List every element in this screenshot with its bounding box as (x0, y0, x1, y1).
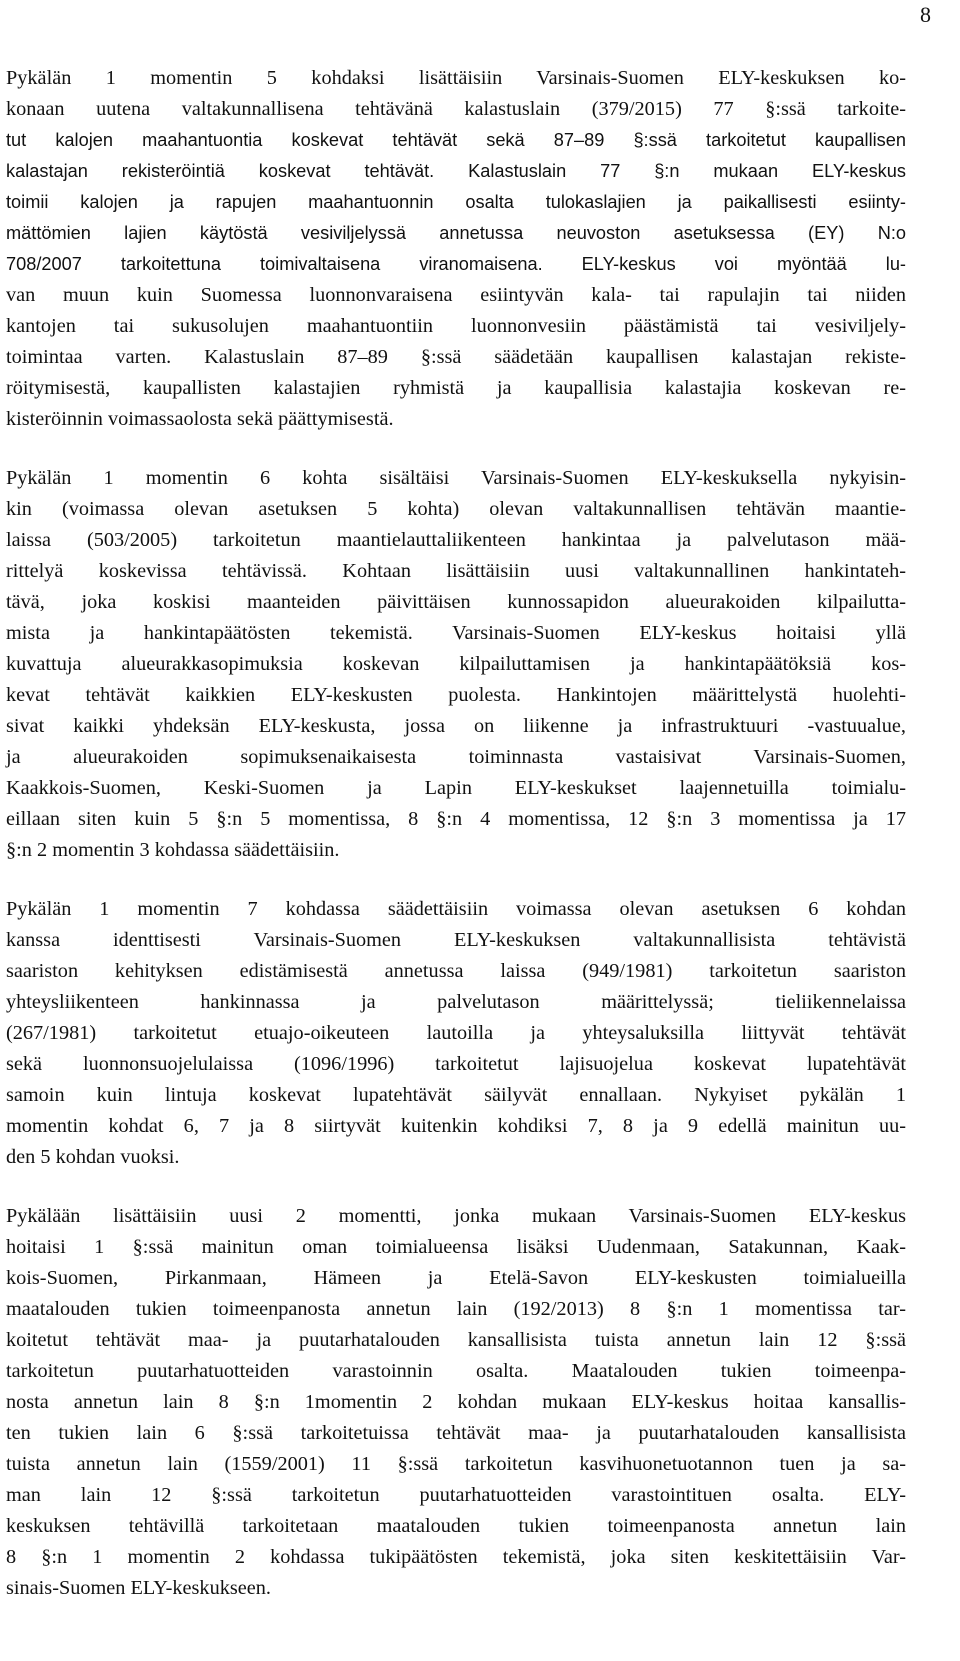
paragraph-line: tarkoitetun puutarhatuotteiden varastoinnin osalta. Maatalouden tukien toimeenpa- (6, 1360, 906, 1382)
paragraph-line: kisteröinnin voimassaolosta sekä päättymisestä. (6, 408, 394, 430)
paragraph-line: kalastajan rekisteröintiä koskevat tehtävät. Kalastuslain 77 §:n mukaan ELY-keskus (6, 161, 906, 181)
paragraph-line: ja alueurakoiden sopimuksenaikaisesta toiminnasta vastaisivat Varsinais-Suomen, (6, 746, 906, 768)
page-number: 8 (920, 2, 931, 27)
paragraph-line: samoin kuin lintuja koskevat lupatehtävät säilyvät ennallaan. Nykyiset pykälän 1 (6, 1084, 906, 1106)
paragraph-line: sekä luonnonsuojelulaissa (1096/1996) tarkoitetut lajisuojelua koskevat lupatehtävät (6, 1053, 906, 1075)
paragraph-line: mättömien lajien käytöstä vesiviljelyssä annetussa neuvoston asetuksessa (EY) N:o (6, 223, 906, 243)
paragraph-line: kin (voimassa olevan asetuksen 5 kohta) olevan valtakunnallisen tehtävän maantie- (6, 498, 906, 520)
paragraph-line: laissa (503/2005) tarkoitetun maantielauttaliikenteen hankintaa ja palvelutason mää- (6, 529, 906, 551)
paragraph-line: eillaan siten kuin 5 §:n 5 momentissa, 8 §:n 4 momentissa, 12 §:n 3 momentissa ja 17 (6, 808, 906, 830)
paragraph-line: sinais-Suomen ELY-keskukseen. (6, 1577, 271, 1599)
paragraph (6, 1201, 906, 1604)
paragraph-line: Pykälään lisättäisiin uusi 2 momentti, jonka mukaan Varsinais-Suomen ELY-keskus (6, 1205, 906, 1227)
paragraph-line: rittelyä koskevissa tehtävissä. Kohtaan lisättäisiin uusi valtakunnallinen hankintateh- (6, 560, 906, 582)
paragraph-line: momentin kohdat 6, 7 ja 8 siirtyvät kuitenkin kohdiksi 7, 8 ja 9 edellä mainitun uu- (6, 1115, 906, 1137)
paragraph-line: den 5 kohdan vuoksi. (6, 1146, 180, 1168)
paragraph-line: 8 §:n 1 momentin 2 kohdassa tukipäätösten tekemistä, joka siten keskitettäisiin Var- (6, 1546, 906, 1568)
paragraph-line: man lain 12 §:ssä tarkoitetun puutarhatuotteiden varastointituen osalta. ELY- (6, 1484, 906, 1506)
paragraph-line: konaan uutena valtakunnallisena tehtävänä kalastuslain (379/2015) 77 §:ssä tarkoite- (6, 98, 906, 120)
paragraph (6, 894, 906, 1173)
paragraph-line: tävä, joka koskisi maanteiden päivittäisen kunnossapidon alueurakoiden kilpailutta- (6, 591, 906, 613)
paragraph-line: kevat tehtävät kaikkien ELY-keskusten puolesta. Hankintojen määrittelystä huolehti- (6, 684, 906, 706)
paragraph-line: sivat kaikki yhdeksän ELY-keskusta, jossa on liikenne ja infrastruktuuri -vastuualue, (6, 715, 906, 737)
paragraph-line: tuista annetun lain (1559/2001) 11 §:ssä tarkoitetun kasvihuonetuotannon tuen ja sa- (6, 1453, 906, 1475)
paragraph-line: kantojen tai sukusolujen maahantuontiin luonnonvesiin päästämistä tai vesiviljely- (6, 315, 906, 337)
paragraph (6, 63, 906, 435)
paragraph-line: nosta annetun lain 8 §:n 1momentin 2 kohdan mukaan ELY-keskus hoitaa kansallis- (6, 1391, 906, 1413)
paragraph (6, 463, 906, 866)
paragraph-line: yhteysliikenteen hankinnassa ja palvelutason määrittelyssä; tieliikennelaissa (6, 991, 906, 1013)
paragraph-line: Pykälän 1 momentin 7 kohdassa säädettäisiin voimassa olevan asetuksen 6 kohdan (6, 898, 906, 920)
paragraph-line: hoitaisi 1 §:ssä mainitun oman toimialueensa lisäksi Uudenmaan, Satakunnan, Kaak- (6, 1236, 906, 1258)
paragraph-line: Kaakkois-Suomen, Keski-Suomen ja Lapin ELY-keskukset laajennetuilla toimialu- (6, 777, 906, 799)
paragraph-line: röitymisestä, kaupallisten kalastajien ryhmistä ja kaupallisia kalastajia koskevan re- (6, 377, 906, 399)
paragraph-line: van muun kuin Suomessa luonnonvaraisena esiintyvän kala- tai rapulajin tai niiden (6, 284, 906, 306)
document-body (6, 63, 906, 1632)
paragraph-line: kanssa identtisesti Varsinais-Suomen ELY-keskuksen valtakunnallisista tehtävistä (6, 929, 906, 951)
paragraph-line: (267/1981) tarkoitetut etuajo-oikeuteen lautoilla ja yhteysaluksilla liittyvät tehtävät (6, 1022, 906, 1044)
paragraph-line: toimintaa varten. Kalastuslain 87–89 §:ssä säädetään kaupallisen kalastajan rekiste- (6, 346, 906, 368)
paragraph-line: saariston kehityksen edistämisestä annetussa laissa (949/1981) tarkoitetun saariston (6, 960, 906, 982)
paragraph-line: keskuksen tehtävillä tarkoitetaan maatalouden tukien toimeenpanosta annetun lain (6, 1515, 906, 1537)
paragraph-line: mista ja hankintapäätösten tekemistä. Varsinais-Suomen ELY-keskus hoitaisi yllä (6, 622, 906, 644)
paragraph-line: ten tukien lain 6 §:ssä tarkoitetuissa tehtävät maa- ja puutarhatalouden kansallisista (6, 1422, 906, 1444)
paragraph-line: maatalouden tukien toimeenpanosta annetun lain (192/2013) 8 §:n 1 momentissa tar- (6, 1298, 906, 1320)
paragraph-line: toimii kalojen ja rapujen maahantuonnin osalta tulokaslajien ja paikallisesti esiinty- (6, 192, 906, 212)
paragraph-line: tut kalojen maahantuontia koskevat tehtävät sekä 87–89 §:ssä tarkoitetut kaupallisen (6, 130, 906, 150)
paragraph-line: Pykälän 1 momentin 6 kohta sisältäisi Varsinais-Suomen ELY-keskuksella nykyisin- (6, 467, 906, 489)
paragraph-line: kois-Suomen, Pirkanmaan, Hämeen ja Etelä-Savon ELY-keskusten toimialueilla (6, 1267, 906, 1289)
paragraph-line: koitetut tehtävät maa- ja puutarhatalouden kansallisista tuista annetun lain 12 §:ssä (6, 1329, 906, 1351)
paragraph-line: kuvattuja alueurakkasopimuksia koskevan kilpailuttamisen ja hankintapäätöksiä kos- (6, 653, 906, 675)
paragraph-line: 708/2007 tarkoitettuna toimivaltaisena viranomaisena. ELY-keskus voi myöntää lu- (6, 254, 906, 274)
paragraph-line: Pykälän 1 momentin 5 kohdaksi lisättäisiin Varsinais-Suomen ELY-keskuksen ko- (6, 67, 906, 89)
paragraph-line: §:n 2 momentin 3 kohdassa säädettäisiin. (6, 839, 340, 861)
